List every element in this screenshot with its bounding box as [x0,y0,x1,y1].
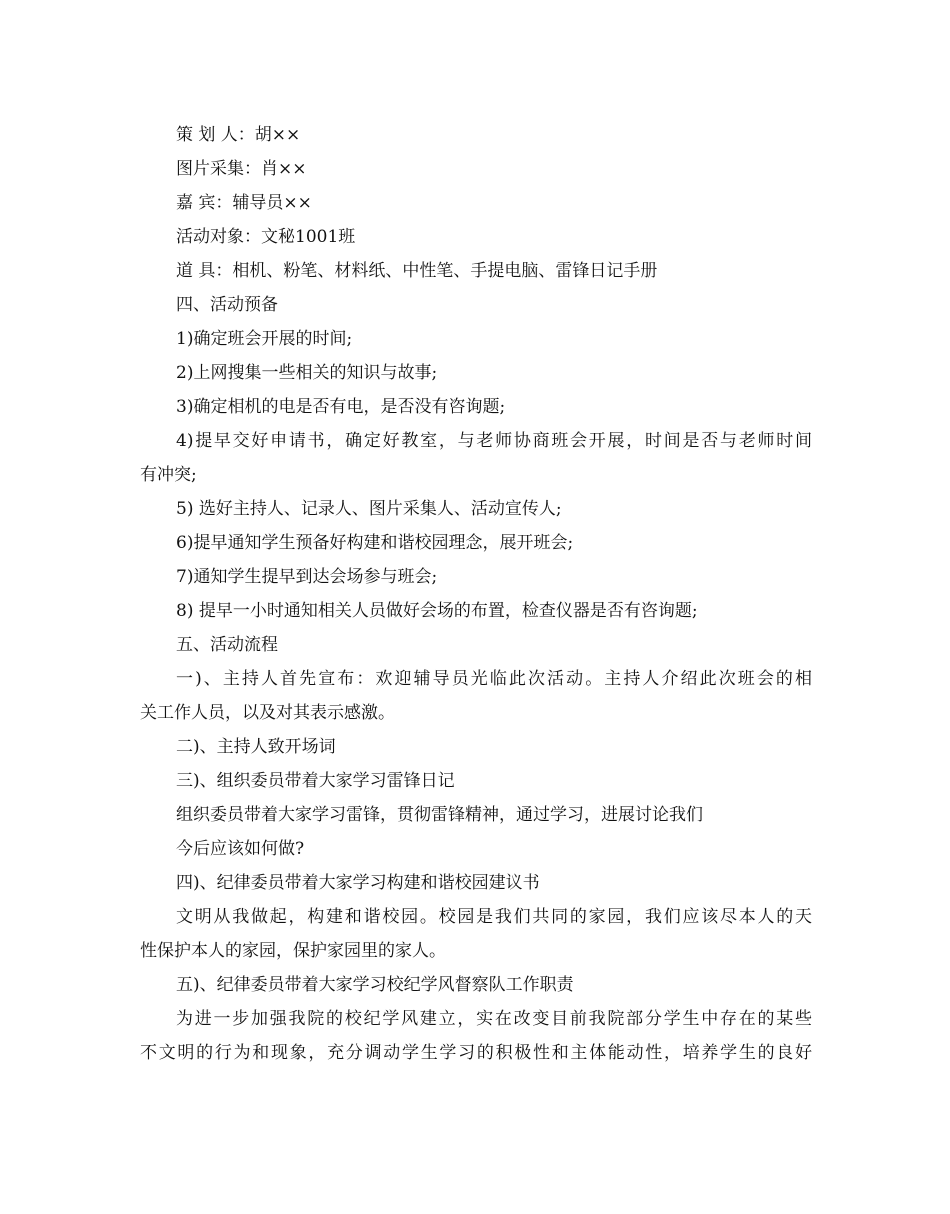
prep-item-5: 5) 选好主持人、记录人、图片采集人、活动宣传人; [176,499,562,519]
prep-item-2: 2)上网搜集一些相关的知识与故事; [176,363,438,383]
prep-item-1: 1)确定班会开展的时间; [176,329,353,349]
section-heading-preparation: 四、活动预备 [176,295,278,315]
prep-item-6: 6)提早通知学生预备好构建和谐校园理念，展开班会; [176,533,574,553]
process-step-5-detail: 为进一步加强我院的校纪学风建立，实在改变目前我院部分学生中存在的某些 [176,1009,812,1029]
process-step-2: 二)、主持人致开场词 [176,737,336,757]
process-step-5-detail-continuation: 不文明的行为和现象，充分调动学生学习的积极性和主体能动性，培养学生的良好 [140,1043,812,1063]
process-step-3-detail-continuation: 今后应该如何做? [176,839,305,859]
process-step-4-detail-continuation: 性保护本人的家园，保护家园里的家人。 [140,941,446,961]
prep-item-4-continuation: 有冲突; [140,465,197,485]
document-body [140,118,812,1070]
prep-item-8: 8) 提早一小时通知相关人员做好会场的布置，检查仪器是否有咨询题; [176,601,698,621]
prep-item-3: 3)确定相机的电是否有电，是否没有咨询题; [176,397,506,417]
planner-line: 策 划 人：胡×× [176,125,301,145]
section-heading-process: 五、活动流程 [176,635,278,655]
process-step-4-detail: 文明从我做起，构建和谐校园。校园是我们共同的家园，我们应该尽本人的天 [176,907,812,927]
prep-item-4: 4)提早交好申请书，确定好教室，与老师协商班会开展，时间是否与老师时间 [176,431,812,451]
guest-line: 嘉 宾：辅导员×× [176,193,312,213]
props-line: 道 具：相机、粉笔、材料纸、中性笔、手提电脑、雷锋日记手册 [176,261,658,281]
process-step-3: 三)、组织委员带着大家学习雷锋日记 [176,771,455,791]
photo-collector-line: 图片采集：肖×× [176,159,307,179]
prep-item-7: 7)通知学生提早到达会场参与班会; [176,567,438,587]
process-step-3-detail: 组织委员带着大家学习雷锋，贯彻雷锋精神，通过学习，进展讨论我们 [176,805,703,825]
process-step-5: 五)、纪律委员带着大家学习校纪学风督察队工作职责 [176,975,574,995]
process-step-1: 一)、主持人首先宣布：欢迎辅导员光临此次活动。主持人介绍此次班会的相 [176,669,812,689]
process-step-1-continuation: 关工作人员，以及对其表示感激。 [140,703,395,723]
target-audience-line: 活动对象：文秘1001班 [176,227,356,247]
process-step-4: 四)、纪律委员带着大家学习构建和谐校园建议书 [176,873,540,893]
